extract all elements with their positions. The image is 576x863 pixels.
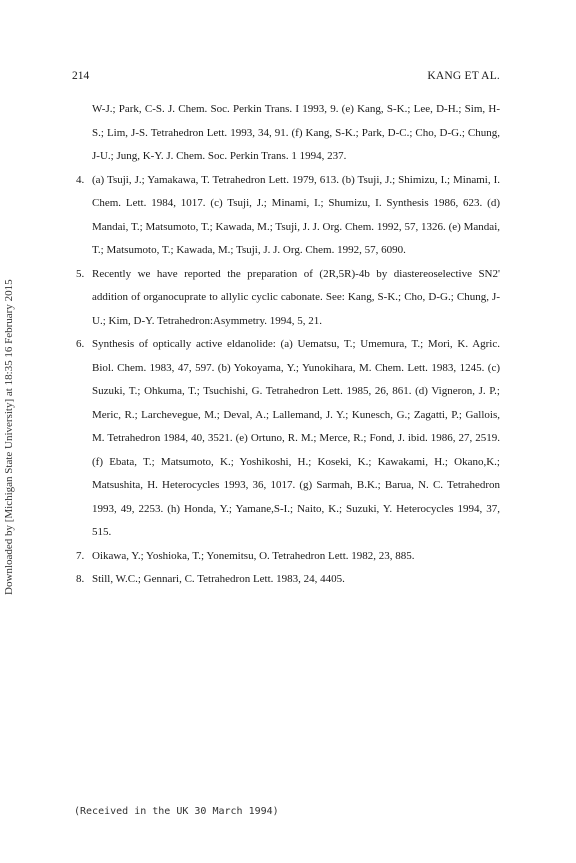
reference-5: [76, 263, 500, 334]
reference-text: Still, W.C.; Gennari, C. Tetrahedron Lett. 1983, 24, 4405.: [92, 573, 345, 585]
page-number: 214: [72, 70, 90, 82]
reference-8: [76, 568, 500, 592]
reference-continued: W-J.; Park, C-S. J. Chem. Soc. Perkin Trans. I 1993, 9. (e) Kang, S-K.; Lee, D-H.; Sim, H-S.; Lim, J-S. Tetrahedron Lett. 1993, 34, 91. (f) Kang, S-K.; Park, D-C.; Cho, D-G.; Chung, J-U.; Jung, K-Y. J. Chem. Soc. Perkin Trans. 1 1994, 237.: [92, 103, 500, 162]
running-head: KANG ET AL.: [427, 70, 500, 82]
reference-4: [76, 169, 500, 263]
reference-text: Oikawa, Y.; Yoshioka, T.; Yonemitsu, O. Tetrahedron Lett. 1982, 23, 885.: [92, 549, 415, 562]
reference-number: 5.: [76, 267, 85, 280]
reference-6: [76, 333, 500, 545]
reference-7: [76, 545, 500, 569]
reference-number: 4.: [76, 173, 85, 186]
download-watermark: Downloaded by [Michigan State University] at 18:35 16 February 2015: [3, 279, 15, 595]
reference-number: 8.: [76, 573, 85, 585]
reference-text: Recently we have reported the preparation of (2R,5R)-4b by diastereoselective SN2' addition of organocuprate to allylic cyclic cabonate. See: Kang, S-K.; Cho, D-G.; Chung, J-U.; Kim, D-Y. Tetrahedron:Asymmetry. 1994, 5, 21.: [92, 267, 500, 327]
reference-number: 7.: [76, 549, 85, 562]
reference-list: [76, 98, 500, 592]
received-date: (Received in the UK 30 March 1994): [74, 806, 279, 817]
reference-text: Synthesis of optically active eldanolide: (a) Uematsu, T.; Umemura, T.; Mori, K. Agric. Biol. Chem. 1983, 47, 597. (b) Yokoyama, Y.; Yunokihara, M. Chem. Lett. 1983, 1245. (c) Suzuki, T.; Ohkuma, T.; Tsuchishi, G. Tetrahedron Lett. 1985, 26, 861. (d) Vigneron, J. P.; Meric, R.; Larchevegue, M.; Deval, A.; Lallemand, J. Y.; Kunesch, G.; Zagatti, P.; Gallois, M. Tetrahedron 1984, 40, 3521. (e) Ortuno, R. M.; Merce, R.; Fond, J. ibid. 1986, 27, 2519. (f) Ebata, T.; Matsumoto, K.; Yoshikoshi, H.; Koseki, K.; Kawakami, H.; Okano,K.; Matsushita, H. Heterocycles 1993, 36, 1017. (g) Sarmah, B.K.; Barua, N. C. Tetrahedron 1993, 49, 2253. (h) Honda, Y.; Yamane,S-I.; Naito, K.; Suzuki, Y. Heterocycles 1994, 37, 515.: [92, 338, 500, 538]
reference-text: (a) Tsuji, J.; Yamakawa, T. Tetrahedron Lett. 1979, 613. (b) Tsuji, J.; Shimizu, I.; Minami, I. Chem. Lett. 1984, 1017. (c) Tsuji, J.; Minami, I.; Shumizu, I. Synthesis 1986, 623. (d) Mandai, T.; Matsumoto, T.; Kawada, M.; Tsuji, J. J. Org. Chem. 1992, 57, 1326. (e) Mandai, T.; Matsumoto, T.; Kawada, M.; Tsuji, J. J. Org. Chem. 1992, 57, 6090.: [92, 173, 500, 256]
reference-number: 6.: [76, 338, 85, 350]
